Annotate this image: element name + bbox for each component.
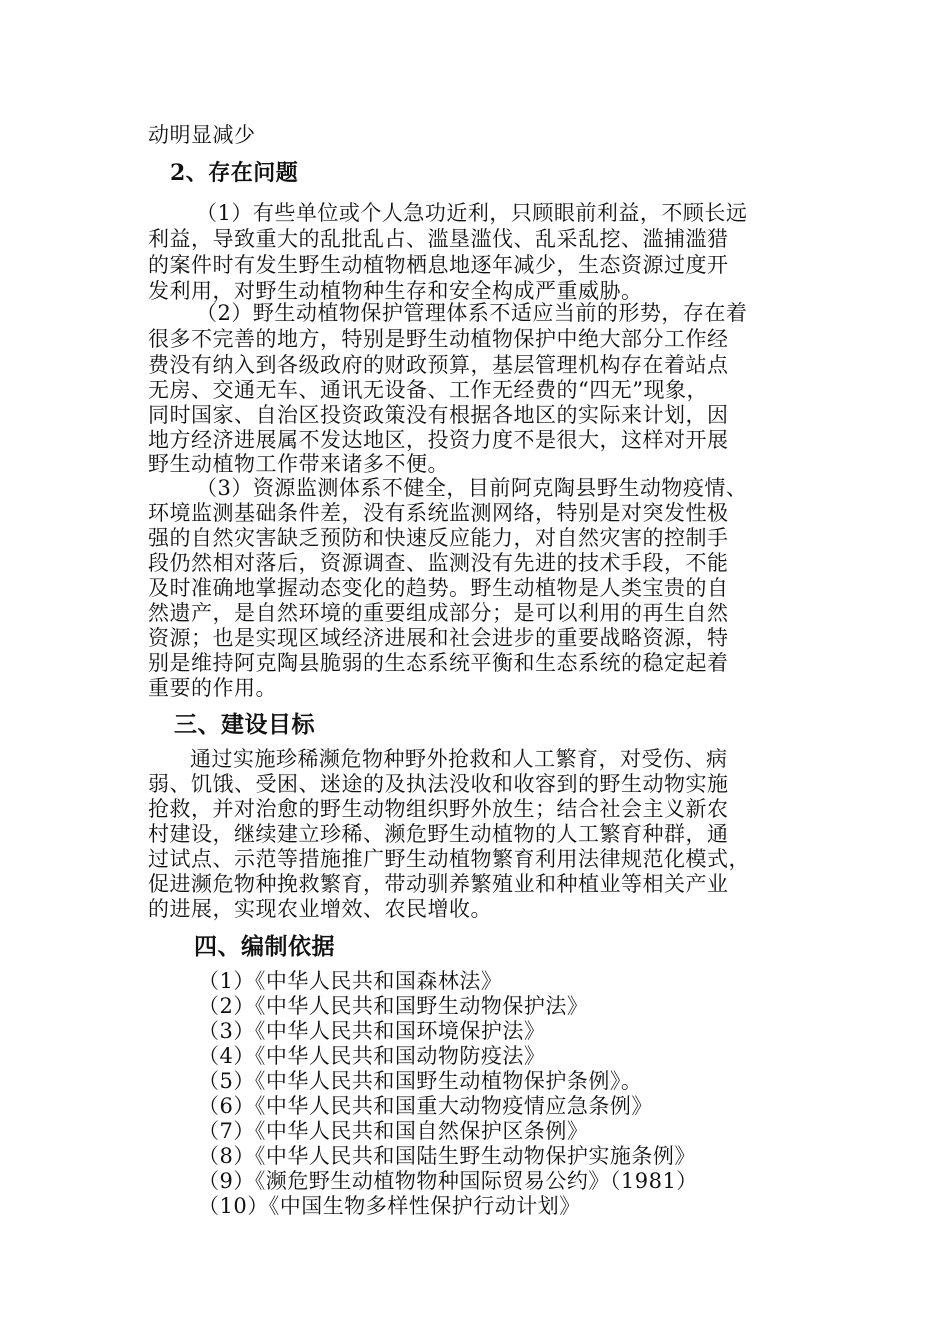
text-line: 及时准确地掌握动态变化的趋势。野生动植物是人类宝贵的自 [148, 576, 729, 600]
text-line: 通过实施珍稀濒危物种野外抢救和人工繁育，对受伤、病 [190, 747, 728, 771]
text-line: （2）野生动植物保护管理体系不适应当前的形势，存在着 [196, 301, 748, 325]
text-line: 资源；也是实现区域经济进展和社会进步的重要战略资源，特 [148, 626, 729, 650]
text-line: 的案件时有发生野生动植物栖息地逐年减少，生态资源过度开 [148, 253, 729, 277]
text-line: 村建设，继续建立珍稀、濒危野生动植物的人工繁育种群，通 [148, 822, 729, 846]
reference-item: （9）《濒危野生动植物物种国际贸易公约》（1981） [198, 1169, 698, 1193]
text-line: 利益，导致重大的乱批乱占、滥垦滥伐、乱采乱挖、滥捕滥猎 [148, 227, 729, 251]
text-line: 环境监测基础条件差，没有系统监测网络，特别是对突发性极 [148, 501, 729, 525]
text-line: 促进濒危物种挽救繁育，带动驯养繁殖业和种植业等相关产业 [148, 872, 729, 896]
text-line: 抢救，并对治愈的野生动物组织野外放生；结合社会主义新农 [148, 797, 729, 821]
text-line: 强的自然灾害缺乏预防和快速反应能力，对自然灾害的控制手 [148, 526, 729, 550]
reference-item: （3）《中华人民共和国环境保护法》 [198, 1019, 546, 1043]
text-line: 重要的作用。 [148, 676, 277, 700]
section-heading-basis: 四、编制依据 [194, 933, 335, 960]
text-line: 费没有纳入到各级政府的财政预算，基层管理机构存在着站点 [148, 353, 729, 377]
text-line: 无房、交通无车、通讯无设备、工作无经费的“四无”现象， [148, 378, 708, 402]
text-line: 别是维持阿克陶县脆弱的生态系统平衡和生态系统的稳定起着 [148, 651, 729, 675]
section-heading-goals: 三、建设目标 [174, 711, 315, 738]
text-line: 过试点、示范等措施推广野生动植物繁育利用法律规范化模式， [148, 847, 750, 871]
text-line: 段仍然相对落后，资源调查、监测没有先进的技术手段，不能 [148, 551, 729, 575]
reference-item: （10）《中国生物多样性保护行动计划》 [198, 1194, 581, 1218]
section-heading-problems: 2、存在问题 [170, 160, 299, 186]
reference-item: （7）《中华人民共和国自然保护区条例》 [198, 1119, 589, 1143]
text-line: 很多不完善的地方，特别是野生动植物保护中绝大部分工作经 [148, 327, 729, 351]
reference-item: （2）《中华人民共和国野生动物保护法》 [198, 994, 589, 1018]
reference-item: （4）《中华人民共和国动物防疫法》 [198, 1044, 546, 1068]
reference-item: （1）《中华人民共和国森林法》 [198, 969, 503, 993]
text-line: 动明显减少 [148, 123, 256, 147]
text-line: 发利用，对野生动植物种生存和安全构成严重威胁。 [148, 279, 643, 303]
reference-item: （6）《中华人民共和国重大动物疫情应急条例》 [198, 1094, 653, 1118]
text-line: 弱、饥饿、受困、迷途的及执法没收和收容到的野生动物实施 [148, 772, 729, 796]
reference-item: （8）《中华人民共和国陆生野生动物保护实施条例》 [198, 1144, 696, 1168]
text-line: 的进展，实现农业增效、农民增收。 [148, 897, 492, 921]
text-line: （1）有些单位或个人急功近利，只顾眼前利益，不顾长远 [196, 201, 748, 225]
text-line: 地方经济进展属不发达地区，投资力度不是很大，这样对开展 [148, 428, 729, 452]
reference-item: （5）《中华人民共和国野生动植物保护条例》。 [198, 1069, 643, 1093]
text-line: 同时国家、自治区投资政策没有根据各地区的实际来计划，因 [148, 403, 729, 427]
text-line: 野生动植物工作带来诸多不便。 [148, 452, 449, 476]
text-line: （3）资源监测体系不健全，目前阿克陶县野生动物疫情、 [196, 476, 748, 500]
text-line: 然遗产，是自然环境的重要组成部分；是可以利用的再生自然 [148, 601, 729, 625]
